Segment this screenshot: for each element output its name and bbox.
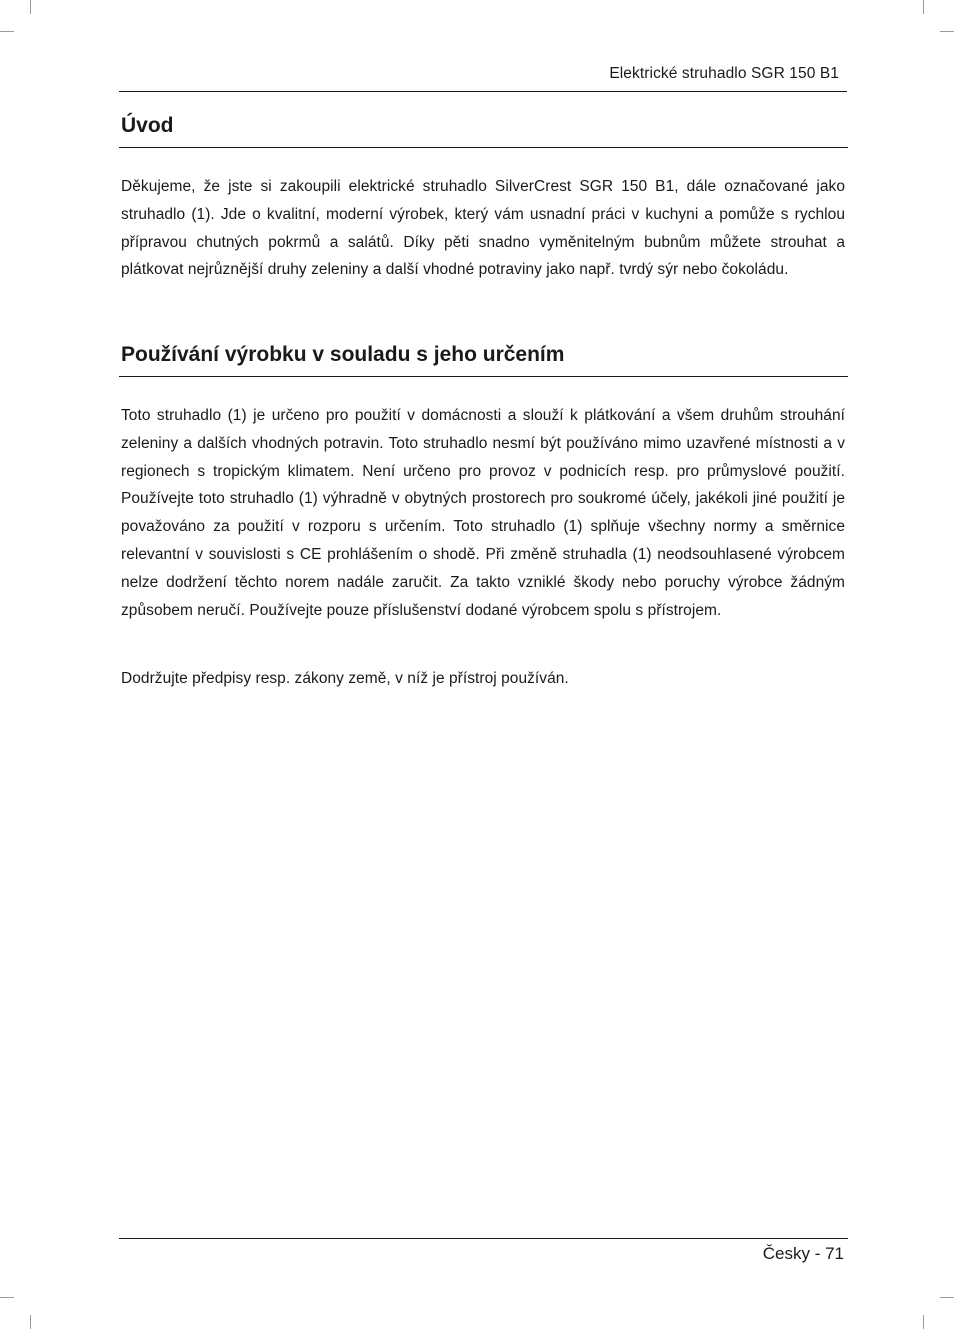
intro-paragraph: Děkujeme, že jste si zakoupili elektrické struhadlo SilverCrest SGR 150 B1, dále označované jako struhadlo (1). Jde o kvalitní, moderní výrobek, který vám usnadní práci v kuchyni a pomůže s rychlou přípravou chutných pokrmů a salátů. Díky pěti snadno vyměnitelným bubnům můžete strouhat a plátkovat nejrůznější druhy zeleniny a další vhodné potraviny jako např. tvrdý sýr nebo čokoládu. <box>121 178 845 279</box>
crop-mark <box>0 1297 14 1298</box>
crop-mark <box>923 1315 924 1329</box>
crop-mark <box>30 1315 31 1329</box>
crop-mark <box>30 0 31 14</box>
crop-mark <box>940 1297 954 1298</box>
crop-mark <box>923 0 924 14</box>
footer-rule <box>119 1238 848 1239</box>
header-rule <box>119 91 847 92</box>
intended-use-paragraph: Toto struhadlo (1) je určeno pro použití v domácnosti a slouží k plátkování a všem druhům strouhání zeleniny a dalších vhodných potravin. Toto struhadlo nesmí být používáno mimo uzavřené místnosti a v regionech s tropickým klimatem. Není určeno pro provoz v podnicích resp. pro průmyslové použití. Používejte toto struhadlo (1) výhradně v obytných prostorech pro soukromé účely, jakékoli jiné použití je považováno za použití v rozporu s určením. Toto struhadlo (1) splňuje všechny normy a směrnice relevantní v souvislosti s CE prohlášením o shodě. Při změně struhadla (1) neodsouhlasené výrobcem nelze dodržení těchto norem nadále zaručit. Za takto vzniklé škody nebo poruchy výrobce žádným způsobem neručí. Používejte pouze příslušenství dodané výrobcem spolu s přístrojem. <box>121 407 845 619</box>
regulations-paragraph: Dodržujte předpisy resp. zákony země, v níž je přístroj používán. <box>121 670 569 687</box>
crop-mark <box>0 31 14 32</box>
section-title-intended-use: Používání výrobku v souladu s jeho určením <box>121 343 565 366</box>
section-rule <box>119 376 848 377</box>
running-header: Elektrické struhadlo SGR 150 B1 <box>609 65 839 82</box>
section-rule <box>119 147 848 148</box>
section-title-intro: Úvod <box>121 114 174 137</box>
page-number: Česky - 71 <box>762 1244 844 1263</box>
crop-mark <box>940 31 954 32</box>
